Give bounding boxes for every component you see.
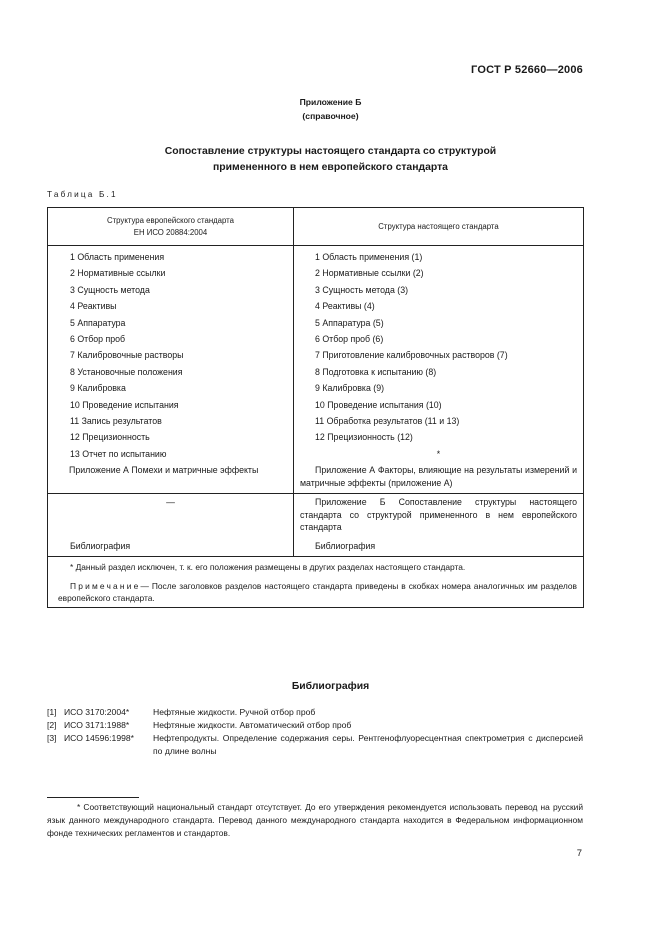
bibliography-item-text: Нефтепродукты. Определение содержания серы. Рентгенофлуоресцентная спектрометрия с дисперсией по длине волны: [153, 733, 583, 756]
cell-appendix-a-left: Приложение А Помехи и матричные эффекты: [48, 462, 294, 494]
table-notes-row: [48, 557, 584, 608]
header-european-structure: [48, 208, 294, 246]
cell-current-section: 1 Область применения (1): [294, 246, 584, 266]
cell-european-section: 3 Сущность метода: [48, 282, 294, 298]
bibliography-list: [47, 706, 583, 758]
cell-european-section: 12 Прецизионность: [48, 429, 294, 445]
bibliography-item: [47, 732, 583, 758]
cell-bibliography-left: Библиография: [48, 538, 294, 557]
cell-current-section: 11 Обработка результатов (11 и 13): [294, 413, 584, 429]
footnote-divider: [47, 797, 139, 798]
table-row: [48, 246, 584, 266]
table-row: [48, 413, 584, 429]
page-title: [0, 144, 661, 175]
cell-current-section: 12 Прецизионность (12): [294, 429, 584, 445]
bibliography-item-code: ИСО 3170:2004*: [64, 707, 130, 717]
bibliography-item-number: [1]: [47, 707, 57, 717]
cell-current-section: 10 Проведение испытания (10): [294, 397, 584, 413]
cell-current-section: 3 Сущность метода (3): [294, 282, 584, 298]
cell-current-section: 2 Нормативные ссылки (2): [294, 265, 584, 281]
cell-european-section: 8 Установочные положения: [48, 364, 294, 380]
bibliography-item-number: [3]: [47, 733, 57, 743]
bibliography-item-code: ИСО 14596:1998*: [64, 733, 135, 743]
table-row: [48, 265, 584, 281]
cell-appendix-a-right: Приложение А Факторы, влияющие на результаты измерений и матричные эффекты (приложение А): [294, 462, 584, 494]
table-row: [48, 315, 584, 331]
note-label: Примечание: [70, 580, 141, 591]
cell-appendix-b-left: —: [48, 494, 294, 538]
bibliography-item-text: Нефтяные жидкости. Ручной отбор проб: [153, 707, 316, 717]
table-row: [48, 331, 584, 347]
bibliography-item: [47, 706, 583, 719]
cell-bibliography-right: Библиография: [294, 538, 584, 557]
table-footnote: * Данный раздел исключен, т. к. его положения размещены в других разделах настоящего стандарта.: [70, 562, 466, 573]
table-row: [48, 298, 584, 314]
table-note: [58, 580, 577, 605]
appendix-title: Приложение Б: [299, 97, 362, 107]
table-row: [48, 446, 584, 462]
cell-current-section: 9 Калибровка (9): [294, 380, 584, 396]
bibliography-item: [47, 719, 583, 732]
bibliography-title: Библиография: [291, 681, 370, 692]
bibliography-item-number: [2]: [47, 720, 57, 730]
cell-european-section: 4 Реактивы: [48, 298, 294, 314]
table-row: [48, 380, 584, 396]
cell-european-section: 1 Область применения: [48, 246, 294, 266]
page-title-line-1: Сопоставление структуры настоящего стандарта со структурой: [164, 146, 497, 157]
cell-european-section: 6 Отбор проб: [48, 331, 294, 347]
comparison-table: [47, 207, 584, 608]
table-header-row: [48, 208, 584, 246]
note-text: — После заголовков разделов настоящего стандарта приведены в скобках номера аналогичных им разделов европейского стандарта.: [58, 580, 577, 604]
cell-appendix-b-right: Приложение Б Сопоставление структуры настоящего стандарта со структурой примененного в нем европейского стандарта: [294, 494, 584, 538]
table-row-appendix-a: [48, 462, 584, 494]
header-current-structure: Структура настоящего стандарта: [294, 208, 584, 246]
cell-european-section: 7 Калибровочные растворы: [48, 347, 294, 363]
cell-current-section: 7 Приготовление калибровочных растворов (7): [294, 347, 584, 363]
table-row-appendix-b: [48, 494, 584, 538]
cell-european-section: 9 Калибровка: [48, 380, 294, 396]
page-footnote: * Соответствующий национальный стандарт отсутствует. До его утверждения рекомендуется использовать перевод на русский язык данного международного стандарта. Перевод данного международного стандарта находится в Федеральном информационном фонде технических регламентов и стандартов.: [47, 802, 583, 838]
cell-european-section: 13 Отчет по испытанию: [48, 446, 294, 462]
page-title-line-2: примененного в нем европейского стандарта: [213, 161, 448, 173]
cell-current-section: 6 Отбор проб (6): [294, 331, 584, 347]
cell-european-section: 2 Нормативные ссылки: [48, 265, 294, 281]
cell-current-section: 4 Реактивы (4): [294, 298, 584, 314]
standard-designation: ГОСТ Р 52660—2006: [471, 64, 583, 76]
page-number: 7: [576, 848, 582, 859]
table-row: [48, 364, 584, 380]
cell-current-section: *: [294, 446, 584, 462]
cell-current-section: 5 Аппаратура (5): [294, 315, 584, 331]
cell-current-section: 8 Подготовка к испытанию (8): [294, 364, 584, 380]
header-left-line-2: ЕН ИСО 20884:2004: [133, 227, 208, 237]
bibliography-item-text: Нефтяные жидкости. Автоматический отбор проб: [153, 720, 352, 730]
table-row: [48, 397, 584, 413]
table-row: [48, 347, 584, 363]
bibliography-item-code: ИСО 3171:1988*: [64, 720, 130, 730]
appendix-kind: (справочное): [302, 111, 359, 121]
table-row-bibliography: [48, 538, 584, 557]
cell-european-section: 11 Запись результатов: [48, 413, 294, 429]
header-left-line-1: Структура европейского стандарта: [106, 215, 235, 225]
table-caption: Таблица Б.1: [47, 190, 118, 199]
cell-european-section: 5 Аппаратура: [48, 315, 294, 331]
table-row: [48, 282, 584, 298]
table-row: [48, 429, 584, 445]
cell-european-section: 10 Проведение испытания: [48, 397, 294, 413]
appendix-heading: [0, 95, 661, 123]
table-notes: [48, 557, 584, 608]
